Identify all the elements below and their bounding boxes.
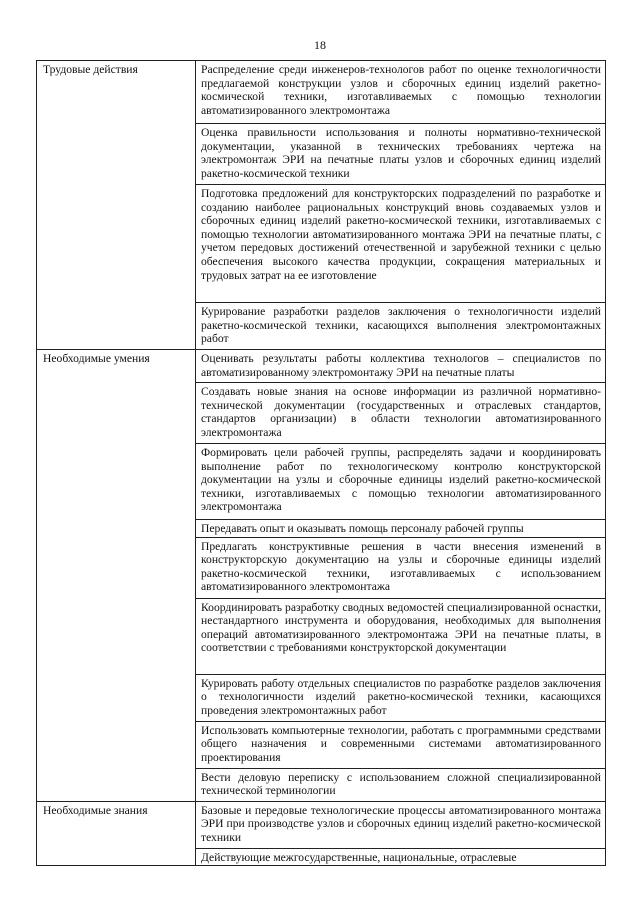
table-cell: Подготовка предложений для конструкторских подразделений по разработке и созданию наиболее рациональных конструкций вновь создаваемых узлов и сборочных единиц изделий ракетно-космической техники, изготавливаемых с помощью технологии автоматизированного монтажа ЭРИ на печатные платы, с учетом передовых достижений отечественной и зарубежной техники с целью обеспечения высокого качества продукции, сокращения материальных и трудовых затрат на ее изготовление: [196, 185, 606, 303]
table-cell: Координировать разработку сводных ведомостей специализированной оснастки, нестандартного инструмента и оборудования, необходимых для выполнения операций автоматизированного электромонтажа ЭРИ на печатные платы, в соответствии с требованиями конструкторской документации: [196, 598, 606, 674]
table-row: [37, 350, 606, 383]
table-cell: Передавать опыт и оказывать помощь персоналу рабочей группы: [196, 520, 606, 538]
table-cell: Использовать компьютерные технологии, работать с программными средствами общего назначения и современными системами автоматизированного проектирования: [196, 721, 606, 768]
table-cell: Оценка правильности использования и полноты нормативно-технической документации, указанной в технических требованиях чертежа на электромонтаж ЭРИ на печатные платы узлов и сборочных единиц изделий ракетно-космической техники: [196, 124, 606, 185]
page-number: 18: [314, 38, 326, 52]
section-label: Необходимые умения: [37, 350, 196, 802]
table-cell: Действующие межгосударственные, национальные, отраслевые: [196, 848, 606, 866]
table-cell: Создавать новые знания на основе информации из различной нормативно-технической документации (государственных и отраслевых стандартов, стандартов организации) в области технологии автоматизированного электромонтажа: [196, 383, 606, 444]
requirements-table: [36, 60, 606, 866]
table-cell: Распределение среди инженеров-технологов работ по оценке технологичности предлагаемой конструкции узлов и сборочных единиц изделий ракетно-космической техники, изготавливаемых с помощью технологии автоматизированного электромонтажа: [196, 61, 606, 124]
table-cell: Вести деловую переписку с использованием сложной специализированной технической терминологии: [196, 768, 606, 801]
section-label: Трудовые действия: [37, 61, 196, 350]
table-cell: Предлагать конструктивные решения в части внесения изменений в конструкторскую документацию на узлы и сборочные единицы изделий ракетно-космической техники, изготавливаемых с использованием автоматизированного электромонтажа: [196, 537, 606, 598]
table-row: [37, 61, 606, 124]
table-cell: Оценивать результаты работы коллектива технологов – специалистов по автоматизированному электромонтажу ЭРИ на печатные платы: [196, 350, 606, 383]
section-label: Необходимые знания: [37, 801, 196, 866]
table-cell: Курировать работу отдельных специалистов по разработке разделов заключения о технологичности изделий ракетно-космической техники, касающихся проведения электромонтажных работ: [196, 674, 606, 721]
table-row: [37, 801, 606, 848]
table-cell: Базовые и передовые технологические процессы автоматизированного монтажа ЭРИ при производстве узлов и сборочных единиц изделий ракетно-космической техники: [196, 801, 606, 848]
table-cell: Курирование разработки разделов заключения о технологичности изделий ракетно-космической техники, касающихся выполнения электромонтажных работ: [196, 303, 606, 350]
table-cell: Формировать цели рабочей группы, распределять задачи и координировать выполнение работ по технологическому контролю конструкторской документации на узлы и сборочные единицы изделий ракетно-космической техники, изготавливаемых с помощью технологии автоматизированного электромонтажа: [196, 444, 606, 520]
